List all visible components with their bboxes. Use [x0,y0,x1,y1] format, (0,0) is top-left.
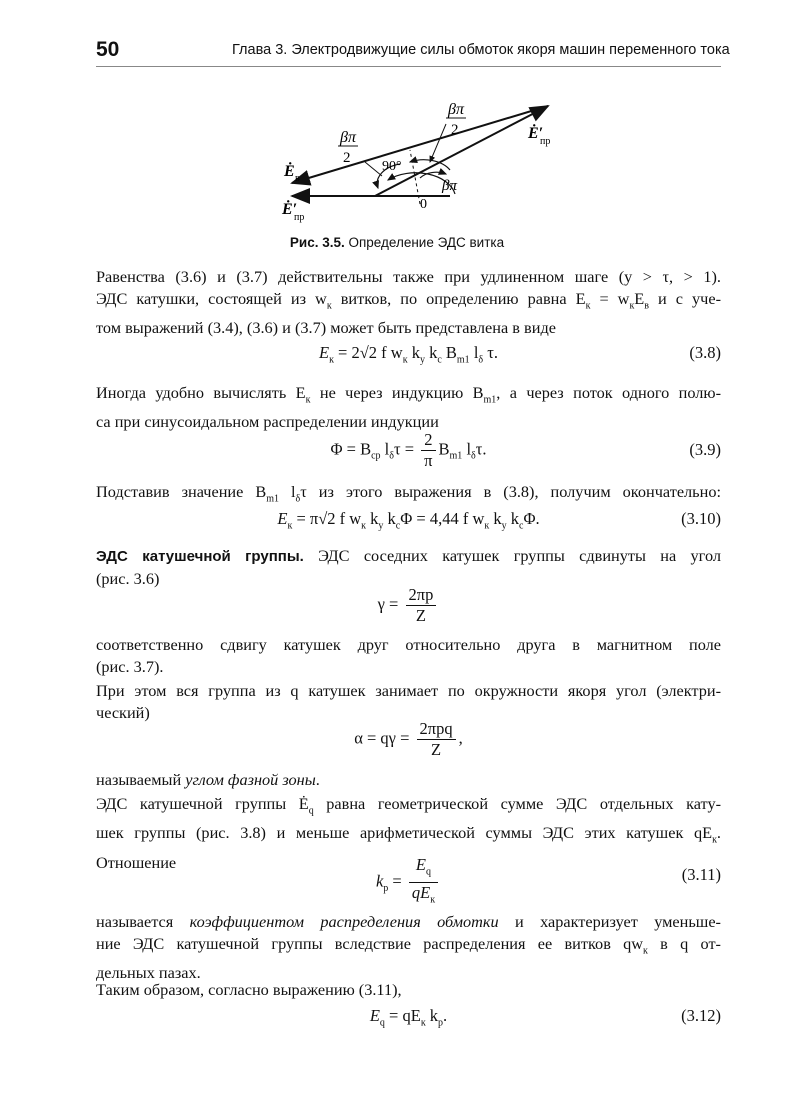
page-number: 50 [96,38,120,61]
paragraph-2: Иногда удобно вычислять $E_к$ не через индукцию $B_{m1}$, а через поток одного полю- са при синусоидальном распределении индукции [96,383,721,432]
paragraph-6: При этом вся группа из q катушек занимает по окружности якоря угол (электри- ческий) [96,681,721,722]
paragraph-7: называемый углом фазной зоны. [96,770,320,789]
equation-alpha: α = qγ = $\frac{\text{2πpq}}{Z}$ , [354,719,463,759]
label-angle-top: βπ [448,101,464,118]
header-rule [96,66,721,67]
equation-3-8: $E_к = 2√2$ f $w_к$ $k_у$ $k_c$ $B_{m1}$ $l_\delta$ τ. (3.8) [318,343,721,366]
label-e-v: Ė [284,163,295,180]
paragraph-3: Подставив значение $B_{m1}$ $l_\delta\tau$ из этого выражения в (3.8), получим окончательно: [96,482,721,505]
equation-3-10: $E_к = \pi√2$ f $w_к$ $k_у$ $k_c\Phi = 4,44$ f $w_к$ $k_у$ $k_c\Phi$. (3.10) [277,509,721,532]
svg-text:пр: пр [294,212,305,223]
paragraph-10: Таким образом, согласно выражению (3.11), [96,980,402,999]
paragraph-9: называется коэффициентом распределения обмотки и характеризует уменьше- ние ЭДС катушечной группы вследствие распределения ее витков $qw_к$ в q от- дельных пазах. [96,912,721,983]
paragraph-1: Равенства (3.6) и (3.7) действительны также при удлиненном шаге (y > τ, > 1). ЭДС катушки, состоящей из $w_к$ витков, по определению равна $E_к = w_кE_в$ и с уче- том выражений (3.4), (3.6) и (3.7) может быть представлена в виде [96,267,721,338]
paragraph-4: ЭДС катушечной группы. ЭДС соседних катушек группы сдвинуты на угол (рис. 3.6) [96,546,721,588]
vector-e-v [292,106,551,183]
equation-3-11: $k_р$ = $\frac{E_q}{qE_к}$ (3.11) [375,855,721,906]
paragraph-5: соответственно сдвигу катушек друг относительно друга в магнитном поле (рис. 3.7). [96,635,721,676]
figure-vector-diagram [270,90,570,230]
label-origin: 0 [420,197,427,212]
figure-caption: Рис. 3.5. Определение ЭДС витка [289,235,505,250]
equation-3-9: $\Phi = B_{ср}$ $l_\delta\tau$ = $\frac{2}{\pi}$ $B_{m1}$ $l_\delta\tau$. (3.9) [330,430,721,470]
equation-3-12: $E_q = qE_к$ $k_р$. (3.12) [369,1006,721,1029]
running-title: Глава 3. Электродвижущие силы обмоток якоря машин переменного тока [232,42,730,58]
svg-text:пр: пр [540,136,551,147]
label-e-pr-left: Ė′ [282,201,298,218]
label-angle-left: βπ [340,129,356,146]
paragraph-8: ЭДС катушечной группы $Ė_q$ равна геометрической сумме ЭДС отдельных кату- шек группы (рис. 3.8) и меньше арифметической суммы ЭДС этих катушек $qE_к$. Отношение [96,794,722,872]
svg-text:2: 2 [343,150,351,166]
label-e-pr-right: Ė′ [528,125,544,142]
label-90: 90° [382,159,402,174]
equation-gamma: γ = $\frac{2\pi p}{Z}$ [96,583,721,629]
svg-text:в: в [295,173,300,184]
svg-text:2: 2 [451,122,459,138]
label-bpi: βπ [442,178,457,194]
